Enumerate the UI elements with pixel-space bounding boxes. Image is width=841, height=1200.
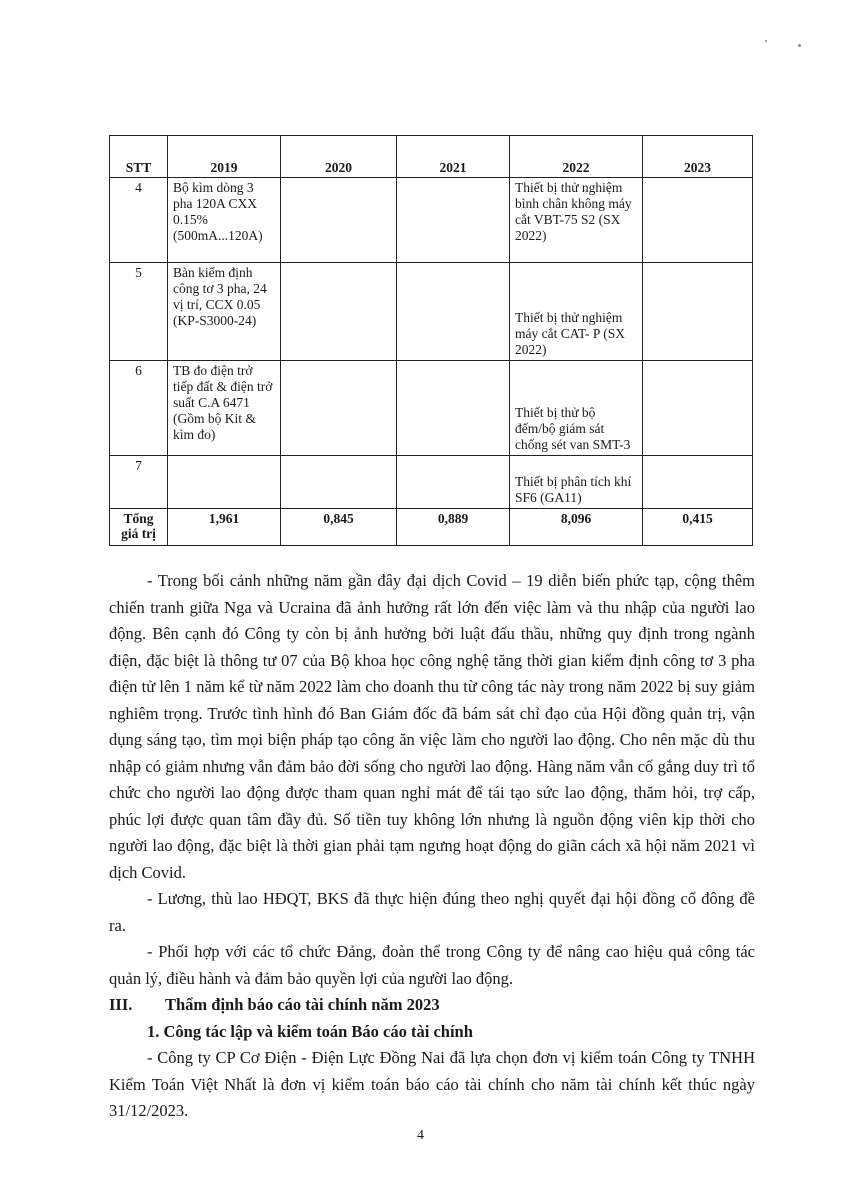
scan-speck — [798, 44, 801, 47]
total-label: Tổng giá trị — [110, 509, 168, 546]
cell-2020 — [281, 456, 397, 509]
scan-speck — [765, 40, 767, 42]
header-2020: 2020 — [281, 136, 397, 178]
cell-2020 — [281, 178, 397, 263]
total-2019: 1,961 — [168, 509, 281, 546]
total-2023: 0,415 — [643, 509, 753, 546]
section-title: Thẩm định báo cáo tài chính năm 2023 — [165, 995, 440, 1014]
cell-2022: Thiết bị thử bộ đếm/bộ giám sát chống sét van SMT-3 — [510, 361, 643, 456]
cell-2021 — [397, 456, 510, 509]
header-2021: 2021 — [397, 136, 510, 178]
table-total-row — [110, 509, 753, 546]
cell-2019 — [168, 456, 281, 509]
paragraph-coordination: - Phối hợp với các tổ chức Đảng, đoàn thể trong Công ty để nâng cao hiệu quả công tác quản lý, điều hành và đảm bảo quyền lợi của người lao động. — [109, 942, 755, 988]
header-stt: STT — [110, 136, 168, 178]
cell-2022: Thiết bị thử nghiệm bình chân không máy cắt VBT-75 S2 (SX 2022) — [510, 178, 643, 263]
header-2022: 2022 — [510, 136, 643, 178]
cell-2019: Bàn kiểm định công tơ 3 pha, 24 vị trí, CCX 0.05 (KP-S3000-24) — [168, 263, 281, 361]
row-stt: 4 — [110, 178, 168, 263]
table-row — [110, 361, 753, 456]
table-row — [110, 263, 753, 361]
cell-2022: Thiết bị thử nghiệm máy cắt CAT- P (SX 2022) — [510, 263, 643, 361]
cell-2021 — [397, 361, 510, 456]
cell-2023 — [643, 263, 753, 361]
cell-2023 — [643, 361, 753, 456]
cell-2019: Bộ kìm dòng 3 pha 120A CXX 0.15% (500mA...120A) — [168, 178, 281, 263]
row-stt: 5 — [110, 263, 168, 361]
table-row — [110, 456, 753, 509]
cell-2019: TB đo điện trở tiếp đất & điện trở suất C.A 6471 (Gồm bộ Kit & kìm đo) — [168, 361, 281, 456]
equipment-table — [109, 135, 753, 546]
paragraph-audit: - Công ty CP Cơ Điện - Điện Lực Đồng Nai đã lựa chọn đơn vị kiểm toán Công ty TNHH Kiểm Toán Việt Nhất là đơn vị kiểm toán báo cáo tài chính cho năm tài chính kết thúc ngày 31/12/2023. — [109, 1048, 755, 1120]
body-text — [109, 568, 755, 1125]
cell-2023 — [643, 456, 753, 509]
page-number: 4 — [417, 1128, 424, 1143]
row-stt: 6 — [110, 361, 168, 456]
header-2019: 2019 — [168, 136, 281, 178]
header-2023: 2023 — [643, 136, 753, 178]
table-row — [110, 178, 753, 263]
total-2020: 0,845 — [281, 509, 397, 546]
cell-2023 — [643, 178, 753, 263]
cell-2020 — [281, 361, 397, 456]
total-2022: 8,096 — [510, 509, 643, 546]
paragraph-salary: - Lương, thù lao HĐQT, BKS đã thực hiện đúng theo nghị quyết đại hội đồng cổ đông đề ra. — [109, 889, 755, 935]
cell-2022: Thiết bị phân tích khí SF6 (GA11) — [510, 456, 643, 509]
total-2021: 0,889 — [397, 509, 510, 546]
paragraph-covid-impact: - Trong bối cảnh những năm gần đây đại dịch Covid – 19 diễn biến phức tạp, cộng thêm chiến tranh giữa Nga và Ucraina đã ảnh hưởng rất lớn đến việc làm và thu nhập của người lao động. Bên cạnh đó Công ty còn bị ảnh hưởng bởi luật đấu thầu, những quy định trong ngành điện, đặc biệt là thông tư 07 của Bộ khoa học công nghệ tăng thời gian kiểm định công tơ 3 pha điện tử lên 1 năm kể từ năm 2022 làm cho doanh thu từ công tác này trong năm 2022 bị suy giảm nghiêm trọng. Trước tình hình đó Ban Giám đốc đã bám sát chỉ đạo của Hội đồng quản trị, vận dụng sáng tạo, tìm mọi biện pháp tạo công ăn việc làm cho người lao động. Cho nên mặc dù thu nhập có giảm nhưng vẫn đảm bảo đời sống cho người lao động. Hàng năm vẫn cố gắng duy trì tổ chức cho người lao động được tham quan nghỉ mát để tái tạo sức lao động, thăm hỏi, trợ cấp, phúc lợi được quan tâm đầy đủ. Số tiền tuy không lớn nhưng là nguồn động viên kịp thời cho người lao động, đặc biệt là thời gian phải tạm ngưng hoạt động do giãn cách xã hội năm 2021 vì dịch Covid. — [109, 571, 755, 882]
cell-2021 — [397, 178, 510, 263]
cell-2021 — [397, 263, 510, 361]
table-header-row — [110, 136, 753, 178]
row-stt: 7 — [110, 456, 168, 509]
subsection-heading-1: 1. Công tác lập và kiểm toán Báo cáo tài chính — [147, 1021, 473, 1041]
section-heading-iii — [109, 992, 755, 1019]
section-number: III. — [109, 995, 133, 1014]
cell-2020 — [281, 263, 397, 361]
